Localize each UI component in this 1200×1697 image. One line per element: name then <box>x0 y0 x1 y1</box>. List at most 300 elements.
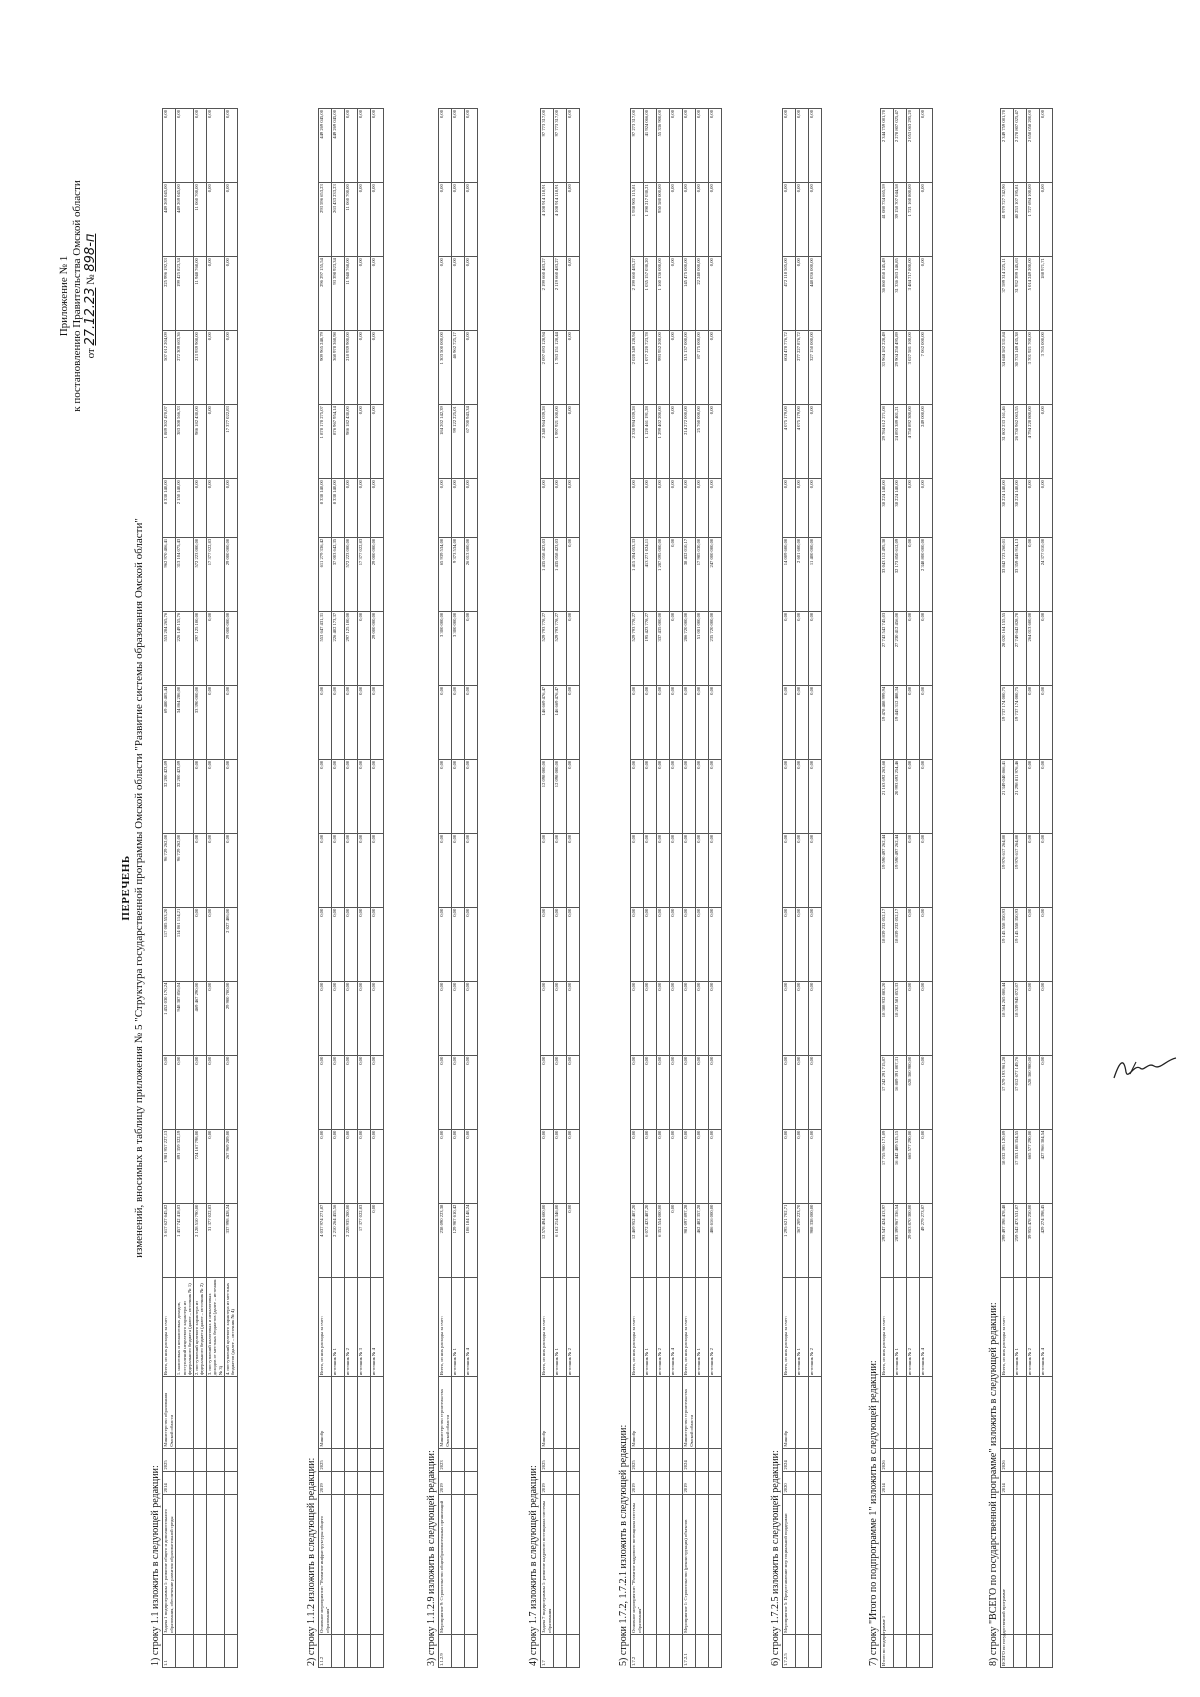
section-caption: 5) строки 1.7.2, 1.7.2.1 изложить в следующей редакции: <box>618 1424 629 1666</box>
table-cell: 0,00 <box>358 183 371 257</box>
table-cell <box>1040 1634 1053 1667</box>
table-cell: 528 360 900,00 <box>1027 1055 1040 1129</box>
table-cell: 0,00 <box>920 1129 933 1203</box>
table-cell: источник № 2 <box>345 1277 358 1377</box>
section-8 <box>988 108 1053 1668</box>
table-cell: 0,00 <box>644 833 657 907</box>
table-cell: 0,00 <box>452 1055 465 1129</box>
table-cell <box>567 1448 580 1471</box>
table-cell: 114 061 114,21 <box>176 907 194 981</box>
table-cell: 0,00 <box>683 833 696 907</box>
table-cell: 26 013 600,00 <box>465 537 478 611</box>
table-cell: 31 377 022,83 <box>206 1203 224 1277</box>
table-cell <box>193 1634 206 1667</box>
table-cell <box>796 1494 809 1634</box>
table-cell: 0,00 <box>371 759 384 833</box>
table-cell: 12 098 000,00 <box>541 759 554 833</box>
table-cell: 22 240 000,00 <box>696 257 709 331</box>
table-cell: 529 793 778,27 <box>631 611 644 685</box>
table-cell <box>696 1377 709 1448</box>
table-cell: источник № 4 <box>465 1277 478 1377</box>
section-4 <box>528 108 580 1668</box>
table-row <box>1001 109 1014 1668</box>
table-cell: 337 435 000,00 <box>657 611 670 685</box>
table-cell: 0,00 <box>683 1055 696 1129</box>
table-cell <box>224 1634 237 1667</box>
table-cell: 3 765 000,00 <box>1040 331 1053 405</box>
table-cell <box>1014 1471 1027 1494</box>
number-value: 898-п <box>83 233 98 272</box>
table-cell: 0,00 <box>657 479 670 538</box>
table-cell: 0,00 <box>439 833 452 907</box>
table-cell: 29 000 000,00 <box>371 611 384 685</box>
table-cell: 0,00 <box>319 1129 332 1203</box>
table-cell: 2 210 264 455,56 <box>332 1203 345 1277</box>
table-cell: 0,00 <box>206 405 224 479</box>
table-cell: 0,00 <box>920 479 933 538</box>
table-cell <box>907 1471 920 1494</box>
table-cell: 0,00 <box>465 685 478 759</box>
table-cell: 32 173 850 612,09 <box>894 537 907 611</box>
table-cell: 0,00 <box>709 1129 722 1203</box>
table-cell: 0,00 <box>439 183 452 257</box>
table-cell: 235 720 000,00 <box>709 611 722 685</box>
table-cell: источник № 1 <box>644 1277 657 1377</box>
table-cell: 1 721 160 800,00 <box>907 183 920 257</box>
table-cell: 2 278 807 025,47 <box>894 109 907 183</box>
table-cell <box>193 1377 206 1448</box>
table-cell <box>452 1471 465 1494</box>
table-cell: 0,00 <box>1040 1055 1053 1129</box>
table-cell: 33 359 445 914,13 <box>1014 537 1027 611</box>
table-cell: 0,00 <box>696 759 709 833</box>
table-cell: 297 125 100,00 <box>193 611 206 685</box>
table-cell: 19 445 312 488,34 <box>894 685 907 759</box>
table-cell: 0,00 <box>439 981 452 1055</box>
table-cell: 2014 <box>163 1471 176 1494</box>
table-cell: 0,00 <box>332 1129 345 1203</box>
table-cell: 0,00 <box>163 109 176 183</box>
table-cell: 0,00 <box>920 109 933 183</box>
table-cell: 0,00 <box>439 1129 452 1203</box>
table-row <box>709 109 722 1668</box>
table-cell: 0,00 <box>670 183 683 257</box>
table-cell <box>809 1377 822 1448</box>
table-cell: 0,00 <box>371 257 384 331</box>
table-cell: 0,00 <box>670 759 683 833</box>
table-cell: 0,00 <box>224 109 237 183</box>
table-cell: 17 755 980 171,09 <box>881 1129 894 1203</box>
table-cell <box>465 1471 478 1494</box>
table-cell: 2020 <box>783 1471 796 1494</box>
table-cell: 0,00 <box>567 109 580 183</box>
table-cell <box>907 1494 920 1634</box>
table-cell <box>696 1494 709 1634</box>
table-cell: 0,00 <box>644 479 657 538</box>
annex-header <box>58 116 98 476</box>
table-cell: 213 939 908,00 <box>193 331 206 405</box>
table-cell: 0,00 <box>332 759 345 833</box>
table-row <box>907 109 920 1668</box>
section-table <box>540 108 580 1668</box>
number-prefix: № <box>85 274 97 285</box>
table-cell: 0,00 <box>809 833 822 907</box>
table-cell: 2 601 600,00 <box>796 537 809 611</box>
table-cell: 0,00 <box>783 833 796 907</box>
table-cell: 0,00 <box>809 1129 822 1203</box>
table-cell: 0,00 <box>224 1055 237 1129</box>
table-cell: 0,00 <box>631 685 644 759</box>
table-cell: 0,00 <box>465 1129 478 1203</box>
table-cell: 449 269 045,00 <box>319 109 332 183</box>
table-cell <box>1027 1448 1040 1471</box>
table-cell: 0,00 <box>696 981 709 1055</box>
table-cell: 39 158 707 044,58 <box>894 183 907 257</box>
table-cell <box>332 1494 345 1634</box>
table-cell: 0,00 <box>193 479 206 538</box>
table-cell: 0,00 <box>554 1055 567 1129</box>
table-cell: 0,00 <box>319 833 332 907</box>
table-cell: 51 001 000,00 <box>696 611 709 685</box>
table-row <box>452 109 465 1668</box>
table-cell: 1 783 151 128,44 <box>554 331 567 405</box>
table-cell: источник № 1 <box>894 1277 907 1377</box>
table-cell: 529 793 778,27 <box>554 611 567 685</box>
table-cell: 1 878 178 275,07 <box>319 405 332 479</box>
table-cell: 32 200 423,09 <box>163 759 176 833</box>
table-cell: 486 616 000,00 <box>709 1203 722 1277</box>
table-cell: 2. поступлений целевого характера из федерального бюджета (далее – источник № 2) <box>193 1277 206 1377</box>
table-cell <box>1014 1448 1027 1471</box>
table-cell: 69 480 405,44 <box>163 685 176 759</box>
table-cell: Всего, из них расходы за счет: <box>783 1277 796 1377</box>
table-cell: 277 227 876,72 <box>796 331 809 405</box>
table-cell <box>465 1448 478 1471</box>
table-row <box>631 109 644 1668</box>
table-cell <box>644 1448 657 1471</box>
table-cell: 29 000 000,00 <box>371 537 384 611</box>
table-cell: 117 085 553,20 <box>163 907 176 981</box>
table-cell: 145 475 000,00 <box>683 257 696 331</box>
table-cell: 4. поступлений целевого характера из местных бюджетов (далее – источник № 4) <box>224 1277 237 1377</box>
table-cell: 41 924 066,00 <box>644 109 657 183</box>
table-cell: 4 037 974 271,87 <box>319 1203 332 1277</box>
table-cell: 0,00 <box>1027 759 1040 833</box>
table-row <box>345 109 358 1668</box>
table-cell: 99 122 225,01 <box>452 405 465 479</box>
table-cell: 0,00 <box>345 981 358 1055</box>
table-cell: 0,00 <box>224 183 237 257</box>
table-cell: 293 547 424 413,97 <box>881 1203 894 1277</box>
table-cell: 0,00 <box>1027 981 1040 1055</box>
table-cell: 0,00 <box>541 833 554 907</box>
table-cell: 0,00 <box>224 257 237 331</box>
table-cell: 21 298 811 976,46 <box>1014 759 1027 833</box>
table-cell: 0,00 <box>657 685 670 759</box>
table-cell: 0,00 <box>783 611 796 685</box>
table-cell: 0,00 <box>465 1055 478 1129</box>
table-cell: 2019 <box>439 1471 452 1494</box>
table-cell: 2 199 660 483,27 <box>631 257 644 331</box>
table-cell <box>465 1634 478 1667</box>
table-cell <box>809 1634 822 1667</box>
table-cell: 0,00 <box>796 479 809 538</box>
table-cell: 3 027 581 100,00 <box>907 331 920 405</box>
table-cell: Мероприятие 9: Строительство общеобразовательных организаций <box>439 1494 452 1634</box>
table-cell: Минобр <box>319 1377 332 1448</box>
table-cell: 0,00 <box>371 183 384 257</box>
table-cell: 29 000 000,00 <box>224 611 237 685</box>
table-cell: 0,00 <box>206 1055 224 1129</box>
table-cell: 0,00 <box>657 759 670 833</box>
table-row <box>1040 109 1053 1668</box>
table-cell: 17 985 030,00 <box>696 537 709 611</box>
section-caption: 7) строку "Итого по подпрограмме 1" изложить в следующей редакции: <box>868 1360 879 1666</box>
table-cell: 0,00 <box>193 109 206 183</box>
table-cell: 0,00 <box>567 257 580 331</box>
table-cell: 0,00 <box>809 183 822 257</box>
table-cell: 0,00 <box>783 685 796 759</box>
table-row <box>1014 109 1027 1668</box>
table-cell <box>332 1377 345 1448</box>
table-cell <box>920 1494 933 1634</box>
table-cell <box>452 1377 465 1448</box>
table-cell: 0,00 <box>657 981 670 1055</box>
table-cell: 0,00 <box>345 685 358 759</box>
table-cell: 0,00 <box>465 907 478 981</box>
table-cell: 6 352 554 000,00 <box>657 1203 670 1277</box>
table-cell: 1 303 500 000,00 <box>439 331 452 405</box>
table-row <box>1027 109 1040 1668</box>
table-cell: 293 596 653,23 <box>319 183 332 257</box>
table-cell: 0,00 <box>1040 833 1053 907</box>
table-cell <box>345 1377 358 1448</box>
table-cell: 0,00 <box>920 685 933 759</box>
table-cell: 11 948 768,00 <box>193 257 206 331</box>
table-cell <box>554 1471 567 1494</box>
table-cell: 0,00 <box>709 907 722 981</box>
table-cell <box>345 1494 358 1634</box>
table-row <box>809 109 822 1668</box>
section-table <box>318 108 384 1668</box>
table-cell: 1.7.2.1 <box>683 1634 696 1667</box>
table-cell <box>224 1448 237 1471</box>
table-cell: 2014 <box>881 1471 894 1494</box>
table-cell: 0,00 <box>709 405 722 479</box>
table-cell: 0,00 <box>465 331 478 405</box>
table-cell: 448 036 000,00 <box>809 257 822 331</box>
table-cell: 0,00 <box>796 1129 809 1203</box>
table-cell: 0,00 <box>554 981 567 1055</box>
table-cell: 11 060 700,00 <box>345 183 358 257</box>
table-cell: источник № 1 <box>1014 1277 1027 1377</box>
table-cell <box>907 1377 920 1448</box>
table-cell: 17 377 022,83 <box>224 405 237 479</box>
table-cell <box>644 1634 657 1667</box>
table-cell: 0,00 <box>345 1129 358 1203</box>
table-cell: 49 279 273,87 <box>920 1203 933 1277</box>
table-cell: 2026 <box>881 1448 894 1471</box>
table-cell <box>920 1448 933 1471</box>
table-cell: 0,00 <box>796 183 809 257</box>
section-table <box>782 108 822 1668</box>
section-caption: 1) строку 1.1 изложить в следующей редакции: <box>150 1465 161 1666</box>
table-cell: 0,00 <box>358 405 371 479</box>
table-cell: 0,00 <box>554 479 567 538</box>
table-cell: 0,00 <box>439 759 452 833</box>
table-cell: 0,00 <box>465 759 478 833</box>
table-cell <box>1014 1634 1027 1667</box>
table-cell: 0,00 <box>670 109 683 183</box>
table-cell: 0,00 <box>452 759 465 833</box>
table-cell <box>709 1448 722 1471</box>
table-cell: 0,00 <box>657 1129 670 1203</box>
table-row <box>696 109 709 1668</box>
table-cell: 413 271 024,11 <box>644 537 657 611</box>
table-cell: 0,00 <box>224 833 237 907</box>
table-cell: 0,00 <box>452 109 465 183</box>
table-cell: 1 457 742 418,03 <box>176 1203 194 1277</box>
table-cell: 0,00 <box>920 759 933 833</box>
table-row <box>371 109 384 1668</box>
table-cell: источник № 4 <box>670 1277 683 1377</box>
table-cell: 27 742 542 745,03 <box>881 611 894 685</box>
table-cell: 31 336 283 146,85 <box>894 257 907 331</box>
table-row <box>465 109 478 1668</box>
table-cell <box>881 1377 894 1448</box>
table-cell: 0,00 <box>371 981 384 1055</box>
table-cell: 31 932 399 145,63 <box>1014 257 1027 331</box>
table-cell: 97 273 317,00 <box>631 109 644 183</box>
table-cell: 0,00 <box>206 257 224 331</box>
table-cell: источник № 2 <box>567 1277 580 1377</box>
table-cell: 909 965 248,79 <box>319 331 332 405</box>
table-cell: 20 993 693 254,46 <box>894 759 907 833</box>
table-cell <box>358 1377 371 1448</box>
table-cell: 0,00 <box>907 611 920 685</box>
table-cell: 0,00 <box>796 759 809 833</box>
table-cell: 0,00 <box>319 907 332 981</box>
table-cell: 0,00 <box>193 759 206 833</box>
table-cell: 0,00 <box>670 1203 683 1277</box>
table-cell: 1 077 220 723,78 <box>644 331 657 405</box>
table-cell: 313 104 075,43 <box>176 537 194 611</box>
table-cell: 0,00 <box>683 907 696 981</box>
table-cell: 0,00 <box>332 907 345 981</box>
table-cell: 0,00 <box>345 907 358 981</box>
table-cell <box>371 1494 384 1634</box>
table-cell: 0,00 <box>193 907 206 981</box>
table-cell: 19 976 617 264,80 <box>1014 833 1027 907</box>
table-cell: 97 773 317,00 <box>554 109 567 183</box>
table-cell: 65 939 534,00 <box>439 537 452 611</box>
table-cell <box>1040 1494 1053 1634</box>
table-cell: 0,00 <box>567 479 580 538</box>
table-cell: 2 020 349 128,94 <box>631 331 644 405</box>
table-cell: 38 224 140,00 <box>881 479 894 538</box>
table-cell: 611 279 336,42 <box>319 537 332 611</box>
table-cell: 0,00 <box>907 907 920 981</box>
table-cell: 4 758 892 300,00 <box>907 405 920 479</box>
table-cell: источник № 2 <box>657 1277 670 1377</box>
table-cell: 0,00 <box>567 759 580 833</box>
table-row <box>439 109 452 1668</box>
table-cell: 0,00 <box>796 833 809 907</box>
table-cell: 0,00 <box>644 1129 657 1203</box>
table-cell <box>224 1471 237 1494</box>
table-cell <box>332 1448 345 1471</box>
table-cell: 0,00 <box>358 611 371 685</box>
table-cell: 97 773 317,00 <box>541 109 554 183</box>
table-cell: 0,00 <box>631 907 644 981</box>
table-cell: 2 027 406,00 <box>224 907 237 981</box>
table-cell: 238 090 223,38 <box>439 1203 452 1277</box>
table-cell: 199 425 823,34 <box>176 257 194 331</box>
table-cell <box>907 1634 920 1667</box>
table-cell: Основное мероприятие: "Развитие инфраструктуры общего образования" <box>319 1494 332 1634</box>
table-cell: 449 269 045,00 <box>332 109 345 183</box>
section-caption: 8) строку "ВСЕГО по государственной программе" изложить в следующей редакции: <box>988 1302 999 1666</box>
table-cell <box>332 1634 345 1667</box>
table-cell: 0,00 <box>783 1055 796 1129</box>
table-cell: 0,00 <box>465 833 478 907</box>
table-cell: Всего, из них расходы за счет: <box>881 1277 894 1377</box>
table-cell: 0,00 <box>1040 109 1053 183</box>
table-cell <box>567 1494 580 1634</box>
table-cell <box>371 1448 384 1471</box>
table-cell: 0,00 <box>567 405 580 479</box>
table-cell: 17 377 022,83 <box>358 1203 371 1277</box>
table-row <box>332 109 345 1668</box>
table-cell: 0,00 <box>696 1129 709 1203</box>
table-cell: источник № 3 <box>358 1277 371 1377</box>
table-cell: 0,00 <box>683 759 696 833</box>
table-cell: 11 060 700,00 <box>193 183 206 257</box>
table-cell: 427 966 384,54 <box>1040 1129 1053 1203</box>
table-cell: 0,00 <box>452 833 465 907</box>
table-cell: Министерство образования Омской области <box>163 1377 176 1448</box>
table-cell <box>1001 1377 1014 1448</box>
table-cell: 0,00 <box>541 1055 554 1129</box>
table-cell: 0,00 <box>567 981 580 1055</box>
table-cell: 18 032 395 120,09 <box>1001 1129 1014 1203</box>
table-cell: 327 150 000,00 <box>809 331 822 405</box>
table-cell <box>894 1377 907 1448</box>
table-cell: 0,00 <box>683 109 696 183</box>
table-cell: 0,00 <box>554 1129 567 1203</box>
table-cell: 0,00 <box>809 109 822 183</box>
table-row <box>783 109 796 1668</box>
table-cell: 2026 <box>1001 1448 1014 1471</box>
table-cell: 665 577 290,00 <box>1027 1129 1040 1203</box>
table-cell: 950 580 000,00 <box>657 183 670 257</box>
table-cell: 891 359 322,19 <box>176 1129 194 1203</box>
table-row <box>319 109 332 1668</box>
table-cell: 0,00 <box>439 907 452 981</box>
table-cell: 0,00 <box>332 981 345 1055</box>
table-cell: 2019 <box>541 1471 554 1494</box>
table-cell <box>894 1634 907 1667</box>
table-cell: Всего, из них расходы за счет: <box>683 1277 696 1377</box>
table-cell: 247 000 000,00 <box>709 537 722 611</box>
table-cell: 1 727 694 100,00 <box>1027 183 1040 257</box>
table-cell: 0,00 <box>452 257 465 331</box>
table-cell: 19 145 558 350,93 <box>1014 907 1027 981</box>
table-cell <box>1040 1448 1053 1471</box>
table-cell: 908 338 000,00 <box>809 1203 822 1277</box>
table-cell: 29 003 870 300,00 <box>907 1203 920 1277</box>
table-cell <box>567 1634 580 1667</box>
